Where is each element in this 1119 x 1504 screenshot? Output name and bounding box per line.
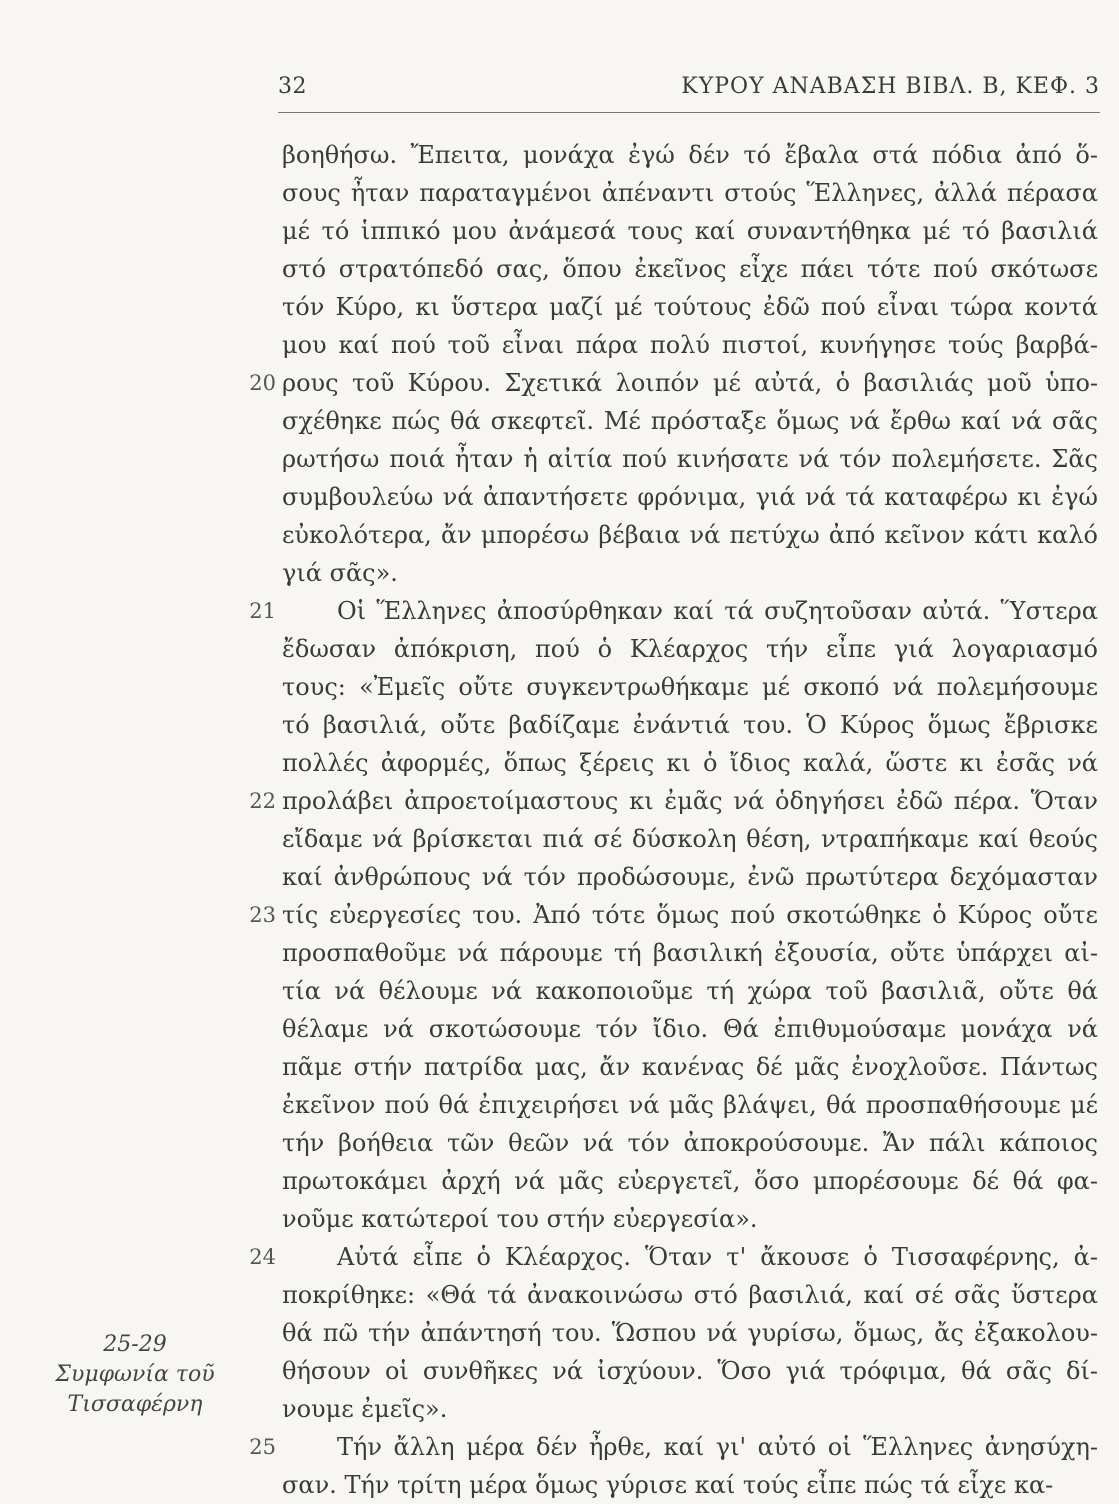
margin-note-line-1: Συμφωνία τοῦ <box>55 1362 215 1387</box>
text-line <box>249 592 1098 630</box>
line-text: σαν. Τήν τρίτη μέρα ὅμως γύρισε καί τούς εἶπε πώς τά εἶχε κα- <box>282 1471 1054 1499</box>
body-text <box>249 136 1098 1504</box>
text-line <box>282 1276 1098 1314</box>
line-text: ποκρίθηκε: «Θά τά ἀνακοινώσω στό βασιλιά, καί σέ σᾶς ὕστερα <box>282 1281 1098 1309</box>
text-line <box>282 440 1098 478</box>
line-number: 23 <box>249 903 276 927</box>
text-line <box>282 1390 1098 1428</box>
text-line <box>282 212 1098 250</box>
text-line <box>282 668 1098 706</box>
text-line <box>282 630 1098 668</box>
header-rule <box>278 112 1100 113</box>
text-line <box>282 706 1098 744</box>
page-number: 32 <box>278 74 307 99</box>
line-text: καί ἀνθρώπους νά τόν προδώσουμε, ἐνῶ πρωτύτερα δεχόμασταν <box>282 863 1098 891</box>
line-number: 21 <box>249 599 276 623</box>
line-text: εὐκολότερα, ἄν μπορέσω βέβαια νά πετύχω ἀπό κεῖνον κάτι καλό <box>282 521 1098 549</box>
line-text: Αὐτά εἶπε ὁ Κλέαρχος. Ὅταν τ' ἄκουσε ὁ Τισσαφέρνης, ἀ- <box>337 1243 1098 1271</box>
text-line <box>282 744 1098 782</box>
line-text: τό βασιλιά, οὔτε βαδίζαμε ἐνάντιά του. Ὁ Κύρος ὅμως ἔβρισκε <box>282 711 1098 739</box>
text-line <box>282 1200 1098 1238</box>
line-text: βοηθήσω. Ἔπειτα, μονάχα ἐγώ δέν τό ἔβαλα στά πόδια ἀπό ὅ- <box>282 141 1098 169</box>
text-line <box>249 896 1098 934</box>
line-text: συμβουλεύω νά ἀπαντήσετε φρόνιμα, γιά νά τά καταφέρω κι ἐγώ <box>282 483 1098 511</box>
text-line <box>282 1162 1098 1200</box>
text-line <box>282 972 1098 1010</box>
text-line <box>282 1124 1098 1162</box>
line-text: ρωτήσω ποιά ἦταν ἡ αἰτία πού κινήσατε νά τόν πολεμήσετε. Σᾶς <box>282 445 1098 473</box>
text-line <box>249 1238 1098 1276</box>
line-text: ἐκεῖνον πού θά ἐπιχειρήσει νά μᾶς βλάψει, θά προσπαθήσουμε μέ <box>282 1091 1098 1119</box>
text-line <box>249 782 1098 820</box>
line-text: νουμε ἐμεῖς». <box>282 1395 448 1423</box>
text-line <box>282 326 1098 364</box>
line-text: Τήν ἄλλη μέρα δέν ἦρθε, καί γι' αὐτό οἱ Ἕλληνες ἀνησύχη- <box>337 1433 1098 1461</box>
text-line <box>282 1466 1098 1504</box>
line-text: στό στρατόπεδό σας, ὅπου ἐκεῖνος εἶχε πάει τότε πού σκότωσε <box>282 255 1098 283</box>
line-text: τίς εὐεργεσίες του. Ἀπό τότε ὅμως πού σκοτώθηκε ὁ Κύρος οὔτε <box>282 901 1098 929</box>
line-text: τόν Κύρο, κι ὕστερα μαζί μέ τούτους ἐδῶ πού εἶναι τώρα κοντά <box>282 293 1098 321</box>
text-line <box>282 1314 1098 1352</box>
text-line <box>282 478 1098 516</box>
line-text: εἴδαμε νά βρίσκεται πιά σέ δύσκολη θέση, ντραπήκαμε καί θεούς <box>282 825 1098 853</box>
text-line <box>282 250 1098 288</box>
line-text: πρωτοκάμει ἀρχή νά μᾶς εὐεργετεῖ, ὅσο μπορέσουμε δέ θά φα- <box>282 1167 1098 1195</box>
line-text: θέλαμε νά σκοτώσουμε τόν ἴδιο. Θά ἐπιθυμούσαμε μονάχα νά <box>282 1015 1098 1043</box>
text-line <box>282 554 1098 592</box>
line-text: ἔδωσαν ἀπόκριση, πού ὁ Κλέαρχος τήν εἶπε γιά λογαριασμό <box>282 635 1098 663</box>
line-text: προσπαθοῦμε νά πάρουμε τή βασιλική ἐξουσία, οὔτε ὑπάρχει αἰ- <box>282 939 1098 967</box>
line-text: πᾶμε στήν πατρίδα μας, ἄν κανένας δέ μᾶς ἐνοχλοῦσε. Πάντως <box>282 1053 1098 1081</box>
text-line <box>282 934 1098 972</box>
text-line <box>249 1428 1098 1466</box>
line-text: τήν βοήθεια τῶν θεῶν νά τόν ἀποκρούσουμε. Ἄν πάλι κάποιος <box>282 1129 1098 1157</box>
text-line <box>282 1352 1098 1390</box>
margin-note <box>20 1330 250 1420</box>
line-text: μέ τό ἱππικό μου ἀνάμεσά τους καί συναντήθηκα μέ τό βασιλιά <box>282 217 1098 245</box>
line-text: προλάβει ἀπροετοίμαστους κι ἐμᾶς νά ὁδηγήσει ἐδῶ πέρα. Ὅταν <box>282 787 1098 815</box>
running-header <box>278 74 1100 104</box>
text-line <box>282 516 1098 554</box>
running-title: ΚΥΡΟΥ ΑΝΑΒΑΣΗ ΒΙΒΛ. Β, ΚΕΦ. 3 <box>681 74 1100 99</box>
line-text: σχέθηκε πώς θά σκεφτεῖ. Μέ πρόσταξε ὅμως νά ἔρθω καί νά σᾶς <box>282 407 1098 435</box>
line-number: 22 <box>249 789 276 813</box>
line-text: γιά σᾶς». <box>282 559 398 587</box>
line-text: σους ἦταν παραταγμένοι ἀπέναντι στούς Ἕλληνες, ἀλλά πέρασα <box>282 179 1098 207</box>
text-line <box>282 820 1098 858</box>
line-text: θήσουν οἱ συνθῆκες νά ἰσχύουν. Ὅσο γιά τρόφιμα, θά σᾶς δί- <box>282 1357 1098 1385</box>
text-line <box>282 288 1098 326</box>
line-text: τους: «Ἐμεῖς οὔτε συγκεντρωθήκαμε μέ σκοπό νά πολεμήσουμε <box>282 673 1098 701</box>
text-line <box>282 402 1098 440</box>
text-line <box>282 1010 1098 1048</box>
line-number: 25 <box>249 1435 276 1459</box>
line-text: Οἱ Ἕλληνες ἀποσύρθηκαν καί τά συζητοῦσαν αὐτά. Ὕστερα <box>337 597 1098 625</box>
margin-note-line-2: Τισσαφέρνη <box>67 1392 203 1417</box>
line-number: 24 <box>249 1245 276 1269</box>
line-number: 20 <box>249 371 276 395</box>
line-text: νοῦμε κατώτεροί του στήν εὐεργεσία». <box>282 1205 758 1233</box>
text-line <box>282 174 1098 212</box>
line-text: ρους τοῦ Κύρου. Σχετικά λοιπόν μέ αὐτά, ὁ βασιλιάς μοῦ ὑπο- <box>282 369 1098 397</box>
line-text: πολλές ἀφορμές, ὅπως ξέρεις κι ὁ ἴδιος καλά, ὥστε κι ἐσᾶς νά <box>282 749 1098 777</box>
text-line <box>282 858 1098 896</box>
margin-note-range: 25-29 <box>103 1332 167 1357</box>
text-line <box>282 1048 1098 1086</box>
text-line <box>282 1086 1098 1124</box>
line-text: μου καί πού τοῦ εἶναι πάρα πολύ πιστοί, κυνήγησε τούς βαρβά- <box>282 331 1098 359</box>
text-line <box>282 136 1098 174</box>
text-line <box>249 364 1098 402</box>
line-text: θά πῶ τήν ἀπάντησή του. Ὥσπου νά γυρίσω, ὅμως, ἄς ἐξακολου- <box>282 1319 1098 1347</box>
line-text: τία νά θέλουμε νά κακοποιοῦμε τή χώρα τοῦ βασιλιᾶ, οὔτε θά <box>282 977 1098 1005</box>
